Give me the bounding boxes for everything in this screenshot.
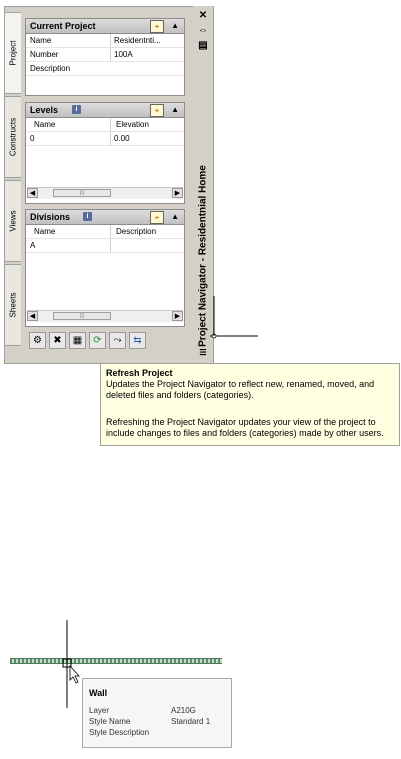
close-icon[interactable]: ✕ — [198, 10, 208, 21]
property-label: Number — [30, 50, 59, 59]
divisions-panel — [25, 209, 185, 327]
tab-sheets[interactable] — [4, 264, 21, 346]
project-browser-icon[interactable]: ▦ — [69, 332, 86, 349]
reconcile-icon[interactable]: ⇆ — [129, 332, 146, 349]
wall-object[interactable] — [10, 658, 222, 664]
new-project-icon[interactable]: ⚙ — [29, 332, 46, 349]
tab-sheets-label: Sheets — [8, 292, 18, 318]
property-row[interactable] — [26, 48, 184, 62]
column-header-row — [26, 225, 184, 239]
tab-project[interactable] — [4, 12, 21, 94]
property-label: Description — [30, 64, 71, 73]
column-header-name[interactable]: Name — [34, 227, 56, 236]
wall-prop-value: Standard 1 — [171, 717, 211, 726]
refresh-icon[interactable]: ⟳ — [89, 332, 106, 349]
column-divider — [110, 239, 111, 252]
info-icon[interactable]: i — [72, 105, 81, 114]
column-header-description[interactable]: Description — [116, 227, 157, 236]
callout-vertical — [212, 296, 216, 336]
palette-title-bar — [193, 6, 213, 362]
wall-prop-label: Style Description — [89, 728, 150, 737]
tab-views-label: Views — [8, 210, 18, 232]
auto-hide-icon[interactable]: ⇔ — [198, 25, 208, 36]
level-name: 0 — [30, 134, 35, 143]
filter-icon[interactable]: ⌖ — [150, 104, 164, 117]
levels-header[interactable] — [26, 103, 184, 118]
scroll-thumb[interactable]: ||| — [53, 312, 111, 320]
scroll-right-icon[interactable]: ▶ — [172, 188, 183, 198]
property-row[interactable] — [26, 34, 184, 48]
tooltip-title: Refresh Project — [106, 368, 173, 378]
column-divider — [110, 132, 111, 145]
column-divider[interactable] — [110, 118, 111, 131]
wall-tooltip-title: Wall — [89, 688, 108, 698]
callout-line — [210, 330, 260, 342]
column-divider — [110, 48, 111, 61]
refresh-tooltip — [100, 363, 400, 446]
property-value: 100A — [114, 50, 133, 59]
table-row[interactable] — [26, 132, 184, 146]
division-name: A — [30, 241, 36, 250]
current-project-header[interactable] — [26, 19, 184, 34]
close-project-icon[interactable]: ✖ — [49, 332, 66, 349]
filter-icon[interactable]: ⌖ — [150, 20, 164, 33]
table-row[interactable] — [26, 239, 184, 253]
column-header-name[interactable]: Name — [34, 120, 56, 129]
column-header-row — [26, 118, 184, 132]
current-project-panel — [25, 18, 185, 96]
wall-prop-label: Style Name — [89, 717, 131, 726]
repath-icon[interactable]: ⤳ — [109, 332, 126, 349]
property-row[interactable] — [26, 62, 184, 76]
property-value: Residentnti... — [114, 36, 161, 45]
collapse-icon[interactable]: ▲ — [171, 212, 179, 221]
info-icon[interactable]: i — [83, 212, 92, 221]
column-divider — [110, 34, 111, 47]
wall-prop-label: Layer — [89, 706, 110, 715]
palette-title: Project Navigator - Residentnial Home — [197, 165, 209, 347]
menu-icon[interactable]: ☰ — [199, 348, 207, 357]
palette-tabs — [4, 12, 21, 348]
tab-project-label: Project — [8, 40, 18, 66]
levels-panel — [25, 102, 185, 204]
filter-icon[interactable]: ⌖ — [150, 211, 164, 224]
wall-prop-value: A210G — [171, 706, 196, 715]
level-elevation: 0.00 — [114, 134, 130, 143]
wall-rollover-tooltip — [82, 678, 232, 748]
scroll-left-icon[interactable]: ◀ — [27, 311, 38, 321]
divisions-header[interactable] — [26, 210, 184, 225]
collapse-icon[interactable]: ▲ — [171, 21, 179, 30]
column-header-elevation[interactable]: Elevation — [116, 120, 149, 129]
scroll-left-icon[interactable]: ◀ — [27, 188, 38, 198]
panel-title: Levels — [30, 105, 59, 115]
tooltip-detail: Refreshing the Project Navigator updates your view of the project to include changes to files and folders (categories) made by other users. — [106, 417, 384, 438]
tab-constructs[interactable] — [4, 96, 21, 178]
panel-title: Current Project — [30, 21, 96, 31]
tooltip-description: Updates the Project Navigator to reflect new, renamed, moved, and deleted files and folders (categories). — [106, 379, 375, 400]
levels-scrollbar[interactable] — [27, 187, 183, 199]
collapse-icon[interactable]: ▲ — [171, 105, 179, 114]
property-label: Name — [30, 36, 52, 45]
palette-content — [25, 18, 185, 358]
scroll-right-icon[interactable]: ▶ — [172, 311, 183, 321]
properties-icon[interactable]: ▤ — [198, 40, 208, 51]
tab-views[interactable] — [4, 180, 21, 262]
navigator-toolbar — [25, 330, 149, 352]
tab-constructs-label: Constructs — [8, 117, 18, 157]
divisions-scrollbar[interactable] — [27, 310, 183, 322]
panel-title: Divisions — [30, 212, 71, 222]
column-divider[interactable] — [110, 225, 111, 238]
scroll-thumb[interactable]: ||| — [53, 189, 111, 197]
